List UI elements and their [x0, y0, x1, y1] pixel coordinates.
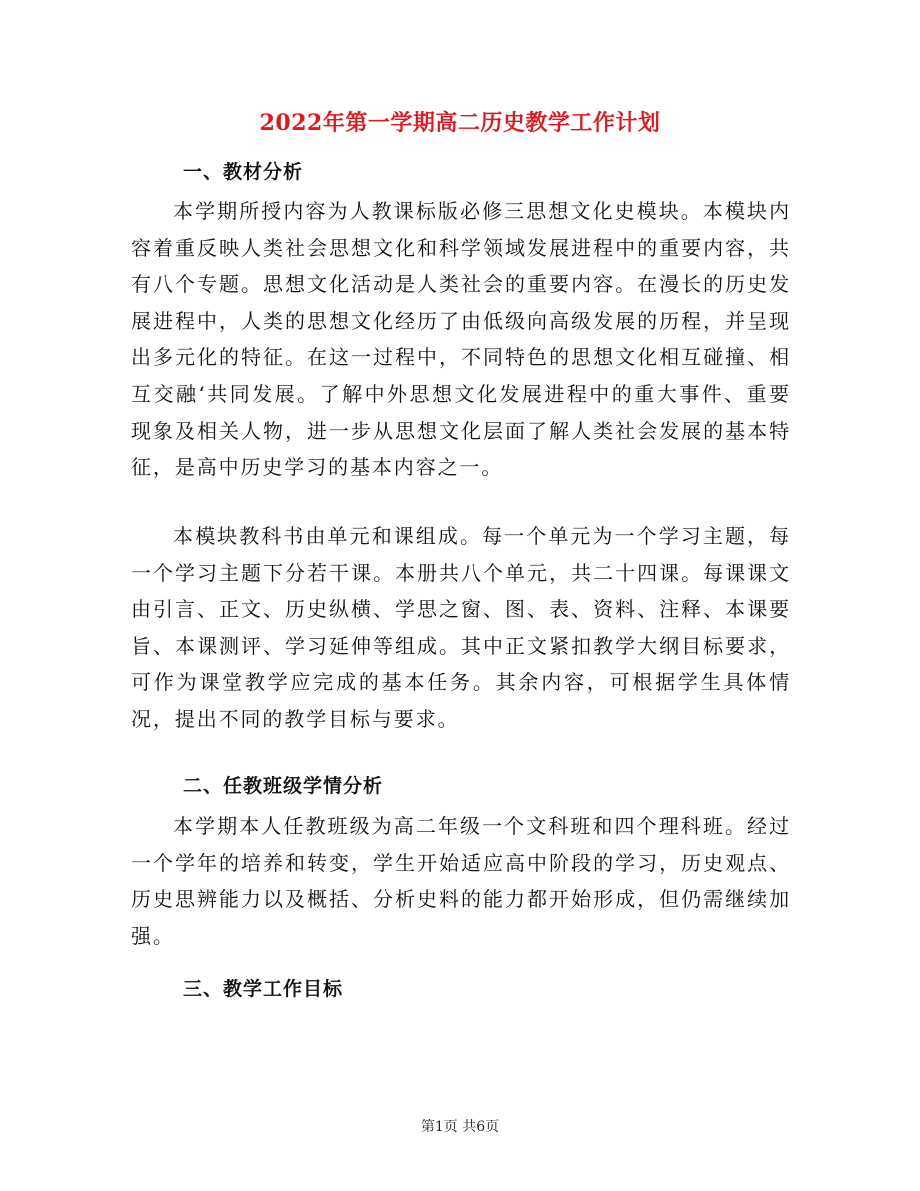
document-title: 2022年第一学期高二历史教学工作计划	[259, 110, 661, 136]
paragraph-class-analysis: 本学期本人任教班级为高二年级一个文科班和四个理科班。经过一个学年的培养和转变，学生开始适应高中阶段的学习，历史观点、历史思辨能力以及概括、分析史料的能力都开始形成，但仍需继续加强。	[131, 814, 791, 948]
section-heading-class-analysis: 二、任教班级学情分析	[183, 775, 384, 797]
section-heading-textbook-analysis: 一、教材分析	[183, 161, 304, 183]
page-number: 第1页 共6页	[420, 1119, 500, 1135]
section-heading-teaching-goals: 三、教学工作目标	[183, 978, 344, 1000]
paragraph-textbook-structure: 本模块教科书由单元和课组成。每一个单元为一个学习主题，每一个学习主题下分若干课。本册共八个单元，共二十四课。每课课文由引言、正文、历史纵横、学思之窗、图、表、资料、注释、本课要旨、本课测评、学习延伸等组成。其中正文紧扣教学大纲目标要求，可作为课堂教学应完成的基本任务。其余内容，可根据学生具体情况，提出不同的教学目标与要求。	[131, 524, 791, 731]
paragraph-textbook-content: 本学期所授内容为人教课标版必修三思想文化史模块。本模块内容着重反映人类社会思想文化和科学领域发展进程中的重要内容，共有八个专题。思想文化活动是人类社会的重要内容。在漫长的历史发展进程中，人类的思想文化经历了由低级向高级发展的历程，并呈现出多元化的特征。在这一过程中，不同特色的思想文化相互碰撞、相互交融‘共同发展。了解中外思想文化发展进程中的重大事件、重要现象及相关人物，进一步从思想文化层面了解人类社会发展的基本特征，是高中历史学习的基本内容之一。	[131, 199, 791, 480]
